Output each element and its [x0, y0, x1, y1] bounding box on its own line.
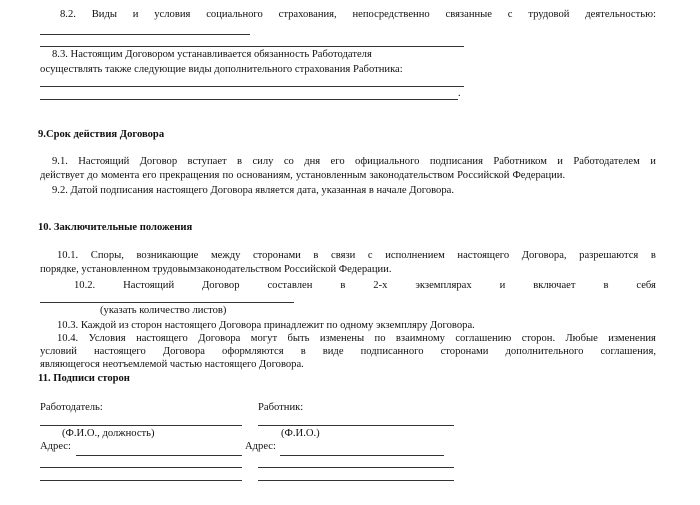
word: деятельностью: [585, 9, 656, 20]
word: Договора [198, 333, 241, 344]
word: и [557, 156, 563, 167]
employer-label: Работодатель: [40, 402, 103, 413]
employer-address-line[interactable] [40, 467, 242, 468]
word: и [499, 280, 506, 291]
word: между [210, 250, 241, 261]
word: со [283, 156, 294, 167]
word: себя [636, 280, 656, 291]
word: в [237, 156, 243, 167]
word: Работником [493, 156, 547, 167]
word: Договор [202, 280, 240, 291]
word: с [507, 9, 513, 20]
employer-address-label: Адрес: [40, 441, 71, 452]
employee-signature-line[interactable] [258, 425, 454, 426]
word: и [132, 9, 139, 20]
word: официального [355, 156, 420, 167]
employee-label: Работник: [258, 402, 304, 413]
word: быть [287, 333, 310, 344]
word: в [313, 250, 319, 261]
word: дня [304, 156, 321, 167]
section-10-title: 10. Заключительные положения [38, 222, 193, 233]
word: в [603, 280, 609, 291]
employer-address-line[interactable] [76, 455, 242, 456]
section-11-title: 11. Подписи сторон [38, 373, 130, 384]
sheet-count-line[interactable] [40, 302, 294, 303]
fill-line[interactable] [40, 99, 458, 100]
clause-10-2-hint: (указать количество листов) [100, 305, 227, 316]
word: 10.1. [57, 250, 79, 261]
word: соглашения, [600, 346, 656, 357]
clause-8-3-line2: осуществлять также следующие виды дополнительного страхования Работника: [40, 64, 403, 75]
employee-address-line[interactable] [258, 467, 454, 468]
word: трудовой [528, 9, 570, 20]
word: Настоящий [123, 280, 175, 291]
word: подписания [429, 156, 483, 167]
word: социального [206, 9, 263, 20]
word: Виды [91, 9, 117, 20]
clause-9-1-line1 [52, 156, 656, 167]
word: 9.1. [52, 156, 68, 167]
word: по [374, 333, 386, 344]
clause-10-1-line2: порядке, установленном трудовымзаконодательством Российской Федерации. [40, 264, 392, 275]
clause-10-4-line3: являющегося неотъемлемой частью настоящего Договора. [40, 359, 304, 370]
word: силу [252, 156, 274, 167]
clause-8-2-line1 [60, 9, 656, 20]
word: экземплярах [415, 280, 472, 291]
word: настоящего [94, 346, 146, 357]
word: виде [322, 346, 344, 357]
word: дополнительного [505, 346, 584, 357]
word: оформляются [222, 346, 284, 357]
employee-address-line[interactable] [258, 480, 454, 481]
fill-line[interactable] [40, 86, 464, 87]
word: с [367, 250, 373, 261]
word: могут [250, 333, 278, 344]
word: сторон. [521, 333, 556, 344]
word: Работодателем [573, 156, 640, 167]
clause-10-4-line2 [40, 346, 656, 357]
fill-line[interactable] [40, 46, 464, 47]
word: Настоящий [78, 156, 130, 167]
employer-name-hint: (Ф.И.О., должность) [62, 428, 155, 439]
word: возникающие [136, 250, 199, 261]
word: непосредственно [352, 9, 430, 20]
section-9-title: 9.Срок действия Договора [38, 129, 165, 140]
word: и [650, 156, 656, 167]
clause-10-1-line1 [57, 250, 656, 261]
word: страхования, [278, 9, 337, 20]
word: в [300, 346, 306, 357]
clause-9-2: 9.2. Датой подписания настоящего Договора является дата, указанная в начале Договора. [52, 185, 454, 196]
word: подписанного [360, 346, 424, 357]
word: 10.2. [74, 280, 96, 291]
word: условия [154, 9, 191, 20]
word: Договора, [521, 250, 567, 261]
clause-10-3: 10.3. Каждой из сторон настоящего Договора принадлежит по одному экземпляру Договора. [57, 320, 475, 331]
word: изменения [608, 333, 656, 344]
word: сторонами [252, 250, 301, 261]
employee-name-hint: (Ф.И.О.) [281, 428, 320, 439]
line-end-dot: . [458, 88, 461, 99]
word: Договор [139, 156, 178, 167]
word: вступает [187, 156, 227, 167]
word: настоящего [136, 333, 188, 344]
word: включает [533, 280, 576, 291]
word: в [650, 250, 656, 261]
word: разрешаются [579, 250, 639, 261]
fill-line[interactable] [40, 34, 250, 35]
word: 2-х [373, 280, 388, 291]
clause-9-1-line2: действует до момента его прекращения по основаниям, установленным законодательством Российской Федерации. [40, 170, 566, 181]
word: Споры, [90, 250, 124, 261]
word: связи [331, 250, 356, 261]
employee-address-label: Адрес: [245, 441, 276, 452]
word: 10.4. [57, 333, 79, 344]
word: в [340, 280, 346, 291]
employee-address-line[interactable] [280, 455, 444, 456]
employer-address-line[interactable] [40, 480, 242, 481]
word: связанные [445, 9, 492, 20]
word: взаимному [395, 333, 445, 344]
word: настоящего [457, 250, 510, 261]
word: Договора [162, 346, 205, 357]
clause-10-2-line1 [74, 280, 656, 291]
word: составлен [267, 280, 313, 291]
employer-signature-line[interactable] [40, 425, 242, 426]
word: 8.2. [60, 9, 76, 20]
word: сторонами [440, 346, 489, 357]
word: Любые [565, 333, 598, 344]
word: условий [40, 346, 77, 357]
word: исполнением [385, 250, 445, 261]
word: Условия [88, 333, 126, 344]
word: изменены [319, 333, 365, 344]
word: соглашению [455, 333, 512, 344]
word: его [330, 156, 345, 167]
clause-8-3-line1: 8.3. Настоящим Договором устанавливается обязанность Работодателя [52, 49, 372, 60]
clause-10-4-line1 [57, 333, 656, 344]
